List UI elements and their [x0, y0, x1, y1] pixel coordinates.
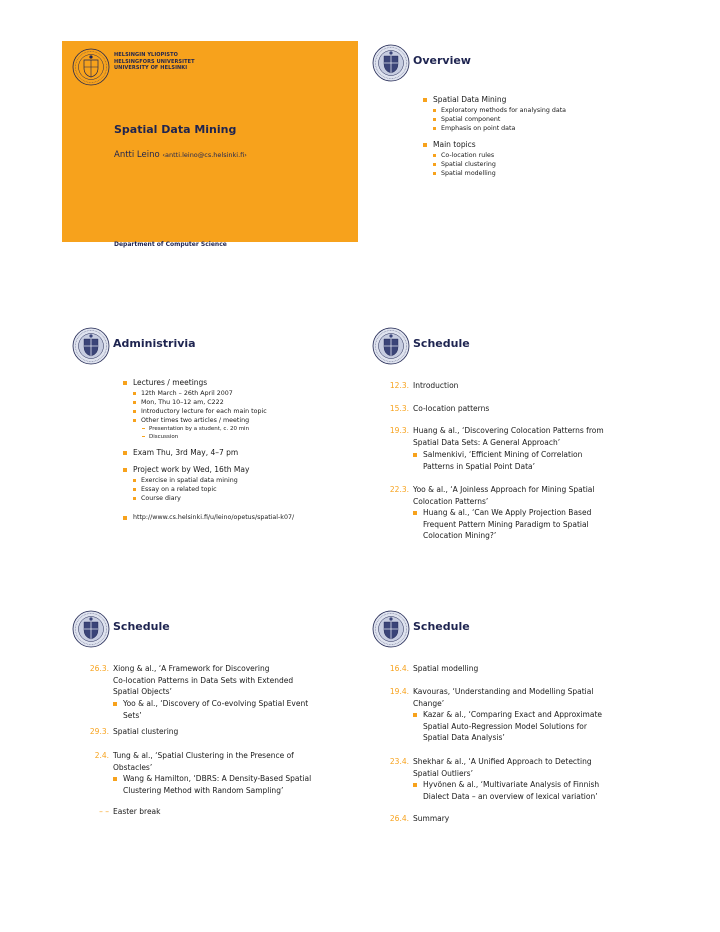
schedule-text: Shekhar & al., ‘A Unified Approach to Detecting Spatial Outliers’ [413, 757, 592, 778]
schedule-text: Introduction [413, 381, 459, 390]
schedule-date: 2.4. [94, 751, 109, 760]
schedule-subentry: Hyvönen & al., ‘Multivariate Analysis of Finnish Dialect Data – an overview of lexical variation’ [413, 779, 653, 802]
schedule-subentry: Kazar & al., ‘Comparing Exact and Approximate Spatial Auto-Regression Model Solutions for Spatial Data Analysis’ [413, 709, 653, 744]
list-item: Spatial component [433, 115, 653, 124]
schedule-date: 23.4. [389, 757, 409, 766]
university-line: UNIVERSITY OF HELSINKI [114, 65, 188, 71]
schedule-slide [62, 607, 358, 816]
schedule-date: 19.3. [389, 426, 409, 435]
list-item: Mon, Thu 10–12 am, C222 [133, 398, 353, 407]
list-item: Co-location rules [433, 151, 653, 160]
list-item: Discussion [141, 433, 353, 441]
schedule-subentry: Yoo & al., ‘Discovery of Co-evolving Spatial Event Sets’ [113, 698, 353, 721]
author-email: ‹antti.leino@cs.helsinki.fi› [162, 151, 247, 159]
schedule-date: 12.3. [389, 381, 409, 390]
list-item: Lectures / meetings 12th March – 26th April 2007 Mon, Thu 10–12 am, C222 Introductory lecture for each main topic Other times two articles / meeting Presentation by a student, c. 20 min Discussion [123, 378, 353, 441]
schedule-text: Yoo & al., ‘A Joinless Approach for Mining Spatial Colocation Patterns’ [413, 485, 595, 506]
schedule-date: 22.3. [389, 485, 409, 494]
list-item: Course diary [133, 494, 353, 503]
schedule-text: Easter break [113, 807, 161, 816]
list-item: Spatial modelling [433, 169, 653, 178]
schedule-date: 15.3. [389, 404, 409, 413]
overview-slide [362, 41, 658, 242]
list-item: Presentation by a student, c. 20 min [141, 425, 353, 433]
author-line [114, 150, 247, 160]
slide-title: Administrivia [113, 337, 196, 350]
bullet-list [123, 378, 353, 523]
schedule-subentry: Wang & Hamilton, ‘DBRS: A Density-Based Spatial Clustering Method with Random Sampling’ [113, 773, 353, 796]
schedule-date: 19.4. [389, 687, 409, 696]
schedule-text: Xiong & al., ‘A Framework for Discovering Co-location Patterns in Data Sets with Extended Spatial Objects’ [113, 664, 294, 696]
university-line: HELSINGIN YLIOPISTO [114, 52, 178, 58]
schedule-date: – – [99, 807, 109, 816]
list-item: Project work by Wed, 16th May Exercise in spatial data mining Essay on a related topic Course diary [123, 465, 353, 503]
course-url[interactable]: http://www.cs.helsinki.fi/u/leino/opetus/spatial-k07/ [123, 513, 353, 523]
list-item: Introductory lecture for each main topic [133, 407, 353, 416]
list-item: 12th March – 26th April 2007 [133, 389, 353, 398]
presentation-title: Spatial Data Mining [114, 123, 237, 136]
slide-title: Schedule [113, 620, 170, 633]
list-item: Exam Thu, 3rd May, 4–7 pm [123, 448, 353, 458]
schedule-slide [362, 324, 658, 540]
university-seal-icon [372, 610, 410, 648]
schedule-text: Tung & al., ‘Spatial Clustering in the Presence of Obstacles’ [113, 751, 294, 772]
university-line: HELSINGFORS UNIVERSITET [114, 58, 195, 65]
list-item: Exploratory methods for analysing data [433, 106, 653, 115]
list-item: Emphasis on point data [433, 124, 653, 133]
schedule-text: Huang & al., ‘Discovering Colocation Patterns from Spatial Data Sets: A General Approach’ [413, 426, 604, 447]
slide-title: Overview [413, 54, 471, 67]
schedule-date: 26.3. [89, 664, 109, 673]
university-seal-icon [72, 327, 110, 365]
bullet-list [423, 95, 653, 178]
schedule-date: 26.4. [389, 814, 409, 823]
author-name: Antti Leino [114, 150, 160, 160]
schedule-slide [362, 607, 658, 823]
slide-title: Schedule [413, 620, 470, 633]
list-item: Main topics Co-location rules Spatial clustering Spatial modelling [423, 140, 653, 178]
schedule-text: Kavouras, ‘Understanding and Modelling Spatial Change’ [413, 687, 594, 708]
list-item: Spatial Data Mining Exploratory methods for analysing data Spatial component Emphasis on point data [423, 95, 653, 133]
university-name [114, 52, 195, 72]
schedule-text: Spatial modelling [413, 664, 479, 673]
slide-title: Schedule [413, 337, 470, 350]
schedule-date: 16.4. [389, 664, 409, 673]
schedule-subentry: Huang & al., ‘Can We Apply Projection Based Frequent Pattern Mining Paradigm to Spatial Colocation Mining?’ [413, 507, 653, 542]
university-seal-icon [372, 44, 410, 82]
schedule-date: 29.3. [89, 727, 109, 736]
schedule-text: Spatial clustering [113, 727, 179, 736]
list-item: Exercise in spatial data mining [133, 476, 353, 485]
university-seal-icon [372, 327, 410, 365]
schedule-text: Co-location patterns [413, 404, 490, 413]
university-seal-icon [72, 48, 110, 86]
list-item: Essay on a related topic [133, 485, 353, 494]
department: Department of Computer Science [114, 241, 227, 248]
schedule-text: Summary [413, 814, 450, 823]
administrivia-slide [62, 324, 358, 525]
university-seal-icon [72, 610, 110, 648]
list-item: Other times two articles / meeting Presentation by a student, c. 20 min Discussion [133, 416, 353, 441]
list-item: Spatial clustering [433, 160, 653, 169]
title-slide [62, 41, 358, 248]
schedule-subentry: Salmenkivi, ‘Efficient Mining of Correlation Patterns in Spatial Point Data’ [413, 449, 653, 472]
